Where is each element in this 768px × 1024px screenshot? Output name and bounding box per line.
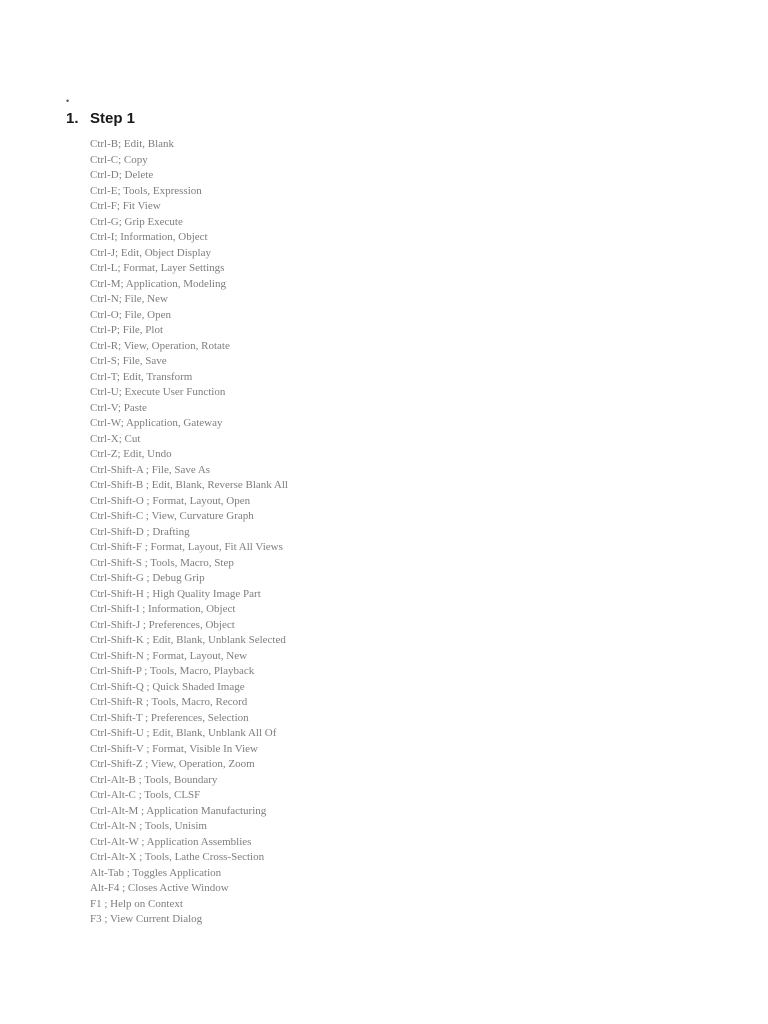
shortcut-item: Ctrl-Shift-G ; Debug Grip — [90, 572, 205, 584]
shortcut-item: Ctrl-Alt-C ; Tools, CLSF — [90, 789, 201, 801]
shortcut-item: Ctrl-Shift-A ; File, Save As — [90, 463, 211, 476]
shortcut-item: Ctrl-Alt-M ; Application Manufacturing — [90, 804, 267, 817]
shortcut-item: Ctrl-Alt-B ; Tools, Boundary — [90, 773, 218, 786]
shortcut-item: Alt-Tab ; Toggles Application — [90, 866, 222, 879]
shortcut-item: Ctrl-Shift-Q ; Quick Shaded Image — [90, 680, 245, 693]
shortcut-item: Ctrl-Shift-N ; Format, Layout, New — [90, 649, 248, 662]
shortcut-item: Ctrl-V; Paste — [90, 401, 147, 414]
shortcut-item: Ctrl-Shift-T ; Preferences, Selection — [90, 711, 249, 724]
shortcut-item: Ctrl-Alt-X ; Tools, Lathe Cross-Section — [90, 851, 265, 863]
shortcut-item: Ctrl-E; Tools, Expression — [90, 184, 202, 197]
shortcut-item: F3 ; View Current Dialog — [90, 913, 203, 925]
shortcut-item: Ctrl-Shift-Z ; View, Operation, Zoom — [90, 758, 255, 770]
shortcut-item: Ctrl-Shift-D ; Drafting — [90, 525, 190, 538]
shortcut-item: Ctrl-G; Grip Execute — [90, 215, 183, 228]
shortcut-item: Ctrl-Shift-H ; High Quality Image Part — [90, 587, 261, 600]
shortcut-item: Ctrl-S; File, Save — [90, 355, 167, 367]
shortcut-item: Ctrl-B; Edit, Blank — [90, 138, 175, 150]
shortcut-item: Ctrl-U; Execute User Function — [90, 386, 226, 398]
shortcut-item: Ctrl-Shift-I ; Information, Object — [90, 603, 236, 615]
shortcut-item: Ctrl-Shift-C ; View, Curvature Graph — [90, 510, 254, 522]
shortcut-item: Alt-F4 ; Closes Active Window — [90, 882, 229, 894]
shortcut-item: Ctrl-J; Edit, Object Display — [90, 246, 211, 259]
shortcut-item: Ctrl-D; Delete — [90, 169, 154, 181]
shortcut-item: Ctrl-W; Application, Gateway — [90, 417, 223, 429]
shortcut-item: Ctrl-Shift-F ; Format, Layout, Fit All Views — [90, 541, 283, 553]
step-title: Step 1 — [90, 110, 136, 127]
shortcut-item: Ctrl-O; File, Open — [90, 308, 171, 321]
shortcut-item: Ctrl-Shift-R ; Tools, Macro, Record — [90, 696, 248, 708]
shortcut-item: Ctrl-Shift-K ; Edit, Blank, Unblank Selected — [90, 634, 286, 646]
step-number: 1. — [66, 110, 79, 127]
shortcut-item: Ctrl-R; View, Operation, Rotate — [90, 339, 230, 352]
shortcut-item: Ctrl-Shift-S ; Tools, Macro, Step — [90, 556, 234, 569]
shortcut-item: Ctrl-C; Copy — [90, 153, 148, 166]
shortcut-list — [90, 137, 288, 928]
shortcut-item: Ctrl-Shift-U ; Edit, Blank, Unblank All Of — [90, 727, 277, 739]
shortcut-item: F1 ; Help on Context — [90, 897, 183, 910]
shortcut-item: Ctrl-F; Fit View — [90, 200, 161, 212]
shortcut-item: Ctrl-T; Edit, Transform — [90, 370, 193, 383]
shortcut-item: Ctrl-L; Format, Layer Settings — [90, 262, 225, 274]
step-heading — [66, 109, 135, 129]
shortcut-item: Ctrl-M; Application, Modeling — [90, 277, 226, 290]
list-bullet: • — [66, 96, 70, 106]
shortcut-item: Ctrl-P; File, Plot — [90, 324, 164, 336]
shortcut-item: Ctrl-X; Cut — [90, 432, 141, 445]
shortcut-item: Ctrl-Alt-N ; Tools, Unisim — [90, 820, 207, 832]
shortcut-item: Ctrl-Shift-P ; Tools, Macro, Playback — [90, 665, 255, 677]
shortcut-item: Ctrl-Shift-V ; Format, Visible In View — [90, 742, 258, 755]
shortcut-item: Ctrl-I; Information, Object — [90, 231, 208, 243]
shortcut-item: Ctrl-Shift-O ; Format, Layout, Open — [90, 494, 251, 507]
shortcut-item: Ctrl-Shift-J ; Preferences, Object — [90, 618, 235, 631]
shortcut-item: Ctrl-Z; Edit, Undo — [90, 448, 172, 460]
shortcut-item: Ctrl-Alt-W ; Application Assemblies — [90, 835, 252, 848]
shortcut-item: Ctrl-N; File, New — [90, 293, 168, 305]
shortcut-item: Ctrl-Shift-B ; Edit, Blank, Reverse Blank All — [90, 479, 288, 491]
